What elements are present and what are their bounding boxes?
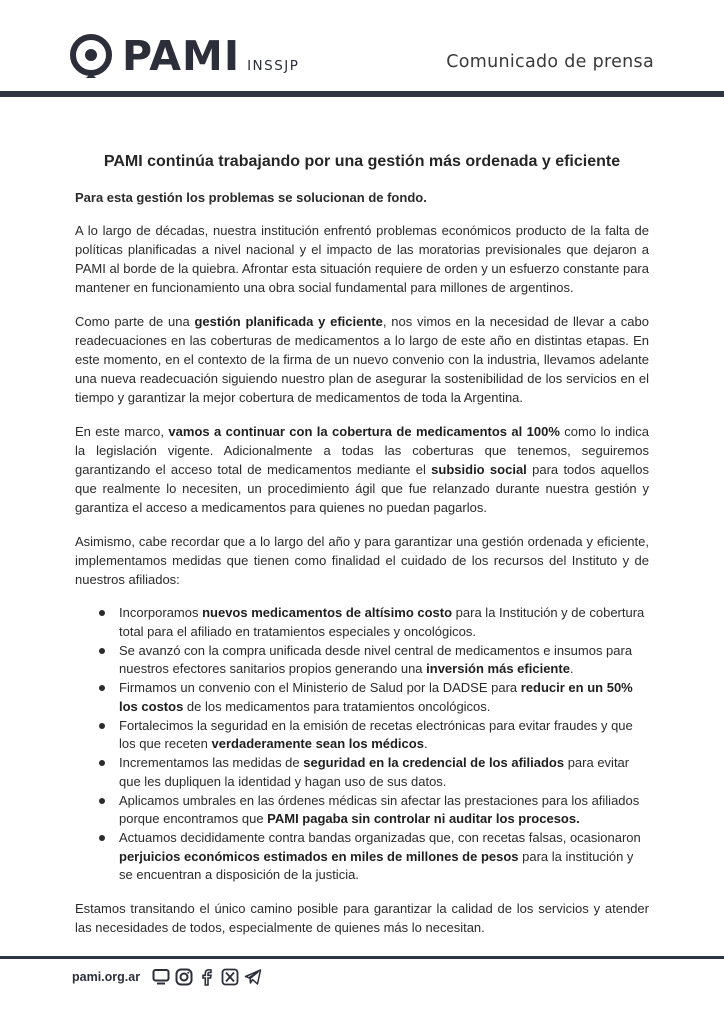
bullet-icon: [99, 835, 105, 841]
press-body: [75, 188, 649, 952]
measures-list: [75, 604, 649, 885]
bullet-icon: [99, 723, 105, 729]
pami-logo: [68, 30, 299, 78]
list-item: Se avanzó con la compra unificada desde nivel central de medicamentos e insumos para nuestros efectores sanitarios propios generando una inversión más eficiente.: [75, 642, 649, 679]
paragraph-1: A lo largo de décadas, nuestra institución enfrentó problemas económicos producto de la falta de políticas planificadas a nivel nacional y el impacto de las moratorias previsionales que dejaron a PAMI al borde de la quiebra. Afrontar esta situación requiere de orden y un esfuerzo constante para mantener en funcionamiento una obra social fundamental para millones de argentinos.: [75, 223, 649, 295]
facebook-icon[interactable]: [198, 968, 216, 986]
list-item: Aplicamos umbrales en las órdenes médicas sin afectar las prestaciones para los afiliados porque encontramos que PAMI pagaba sin controlar ni auditar los procesos.: [75, 792, 649, 829]
bullet-icon: [99, 610, 105, 616]
bullet-icon: [99, 798, 105, 804]
press-subtitle: Para esta gestión los problemas se solucionan de fondo.: [75, 190, 427, 205]
list-item: Incorporamos nuevos medicamentos de altísimo costo para la Institución y de cobertura total para el afiliado en tratamientos especiales y oncológicos.: [75, 604, 649, 641]
x-icon[interactable]: [221, 968, 239, 986]
instagram-icon[interactable]: [175, 968, 193, 986]
list-item: Fortalecimos la seguridad en la emisión de recetas electrónicas para evitar fraudes y que los que receten verdaderamente sean los médicos.: [75, 717, 649, 754]
list-item: Actuamos decididamente contra bandas organizadas que, con recetas falsas, ocasionaron perjuicios económicos estimados en miles de millones de pesos para la institución y se encuentran a disposición de la justicia.: [75, 829, 649, 885]
list-item: Incrementamos las medidas de seguridad en la credencial de los afiliados para evitar que les dupliquen la identidad y hagan uso de sus datos.: [75, 754, 649, 791]
list-item: Firmamos un convenio con el Ministerio de Salud por la DADSE para reducir en un 50% los costos de los medicamentos para tratamientos oncológicos.: [75, 679, 649, 716]
header-divider: [0, 91, 724, 97]
document-type: Comunicado de prensa: [446, 52, 654, 72]
telegram-icon[interactable]: [244, 968, 262, 986]
press-title: PAMI continúa trabajando por una gestión más ordenada y eficiente: [103, 153, 621, 170]
logo-text: PAMI: [122, 32, 241, 80]
bullet-icon: [99, 685, 105, 691]
paragraph-4: Asimismo, cabe recordar que a lo largo del año y para garantizar una gestión ordenada y eficiente, implementamos medidas que tienen como finalidad el cuidado de los recursos del Instituto y de nuestros afiliados:: [75, 534, 649, 587]
tv-icon[interactable]: [152, 968, 170, 986]
website-link[interactable]: pami.org.ar: [72, 970, 141, 984]
bullet-icon: [99, 760, 105, 766]
paragraph-5: Estamos transitando el único camino posible para garantizar la calidad de los servicios y atender las necesidades de todos, especialmente de quienes más lo necesitan.: [75, 900, 649, 935]
footer-divider: [0, 956, 724, 959]
logo-subtitle: INSSJP: [247, 58, 300, 74]
paragraph-2: Como parte de una gestión planificada y eficiente, nos vimos en la necesidad de llevar a cabo readecuaciones en las coberturas de medicamentos a lo largo de este año en distintas etapas. En este momento, en el contexto de la firma de un nuevo convenio con la industria, llevamos adelante una nueva readecuación siguiendo nuestro plan de asegurar la sostenibilidad de los servicios en el tiempo y garantizar la mejor cobertura de medicamentos de toda la Argentina.: [75, 314, 649, 405]
page-footer: [72, 968, 267, 986]
bullet-icon: [99, 648, 105, 654]
paragraph-3: En este marco, vamos a continuar con la cobertura de medicamentos al 100% como lo indica la legislación vigente. Adicionalmente a todas las coberturas que tenemos, seguiremos garantizando el acceso total de medicamentos mediante el subsidio social para todos aquellos que realmente lo necesiten, un procedimiento ágil que fue relanzado durante nuestra gestión y garantiza el acceso a medicamentos para quienes no puedan pagarlos.: [75, 424, 649, 515]
page-header: [0, 0, 724, 100]
pami-logo-icon: [68, 32, 114, 78]
